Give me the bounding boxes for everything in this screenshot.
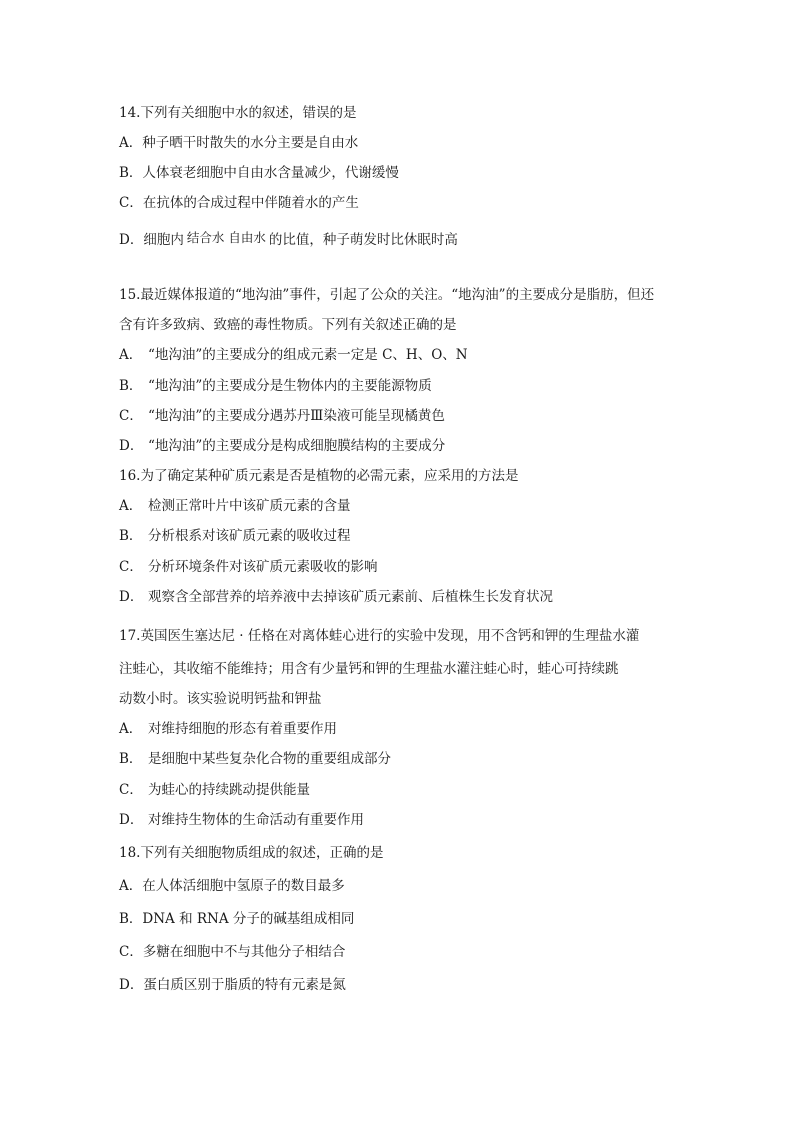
q17-option-a xyxy=(119,720,337,738)
option-label: D． xyxy=(119,812,144,828)
q18-stem: 18.下列有关细胞物质组成的叙述，正确的是 xyxy=(119,845,384,861)
q14-option-d-suffix: 的比值，种子萌发时比休眠时高 xyxy=(268,232,458,248)
option-text: 对维持细胞的形态有着重要作用 xyxy=(148,721,337,737)
option-label: C． xyxy=(119,559,143,575)
option-text: 分析环境条件对该矿质元素吸收的影响 xyxy=(148,559,378,575)
option-label: D． xyxy=(119,589,144,605)
option-text: 为蛙心的持续跳动提供能量 xyxy=(148,782,310,798)
option-label: B． xyxy=(119,751,143,767)
option-text: “地沟油”的主要成分的组成元素一定是 C、H、O、N xyxy=(148,347,468,363)
q17-option-c xyxy=(119,781,310,799)
option-text: 分析根系对该矿质元素的吸收过程 xyxy=(148,528,351,544)
q14-stem: 14.下列有关细胞中水的叙述，错误的是 xyxy=(119,105,357,121)
q18-option-c: C．多糖在细胞中不与其他分子相结合 xyxy=(119,944,346,960)
option-label: A． xyxy=(119,721,143,737)
q17-stem-line3: 动数小时。该实验说明钙盐和钾盐 xyxy=(119,691,322,707)
option-text: 观察含全部营养的培养液中去掉该矿质元素前、后植株生长发育状况 xyxy=(148,589,553,605)
q14-option-c: C．在抗体的合成过程中伴随着水的产生 xyxy=(119,195,359,211)
q14-option-d-prefix: D．细胞内 xyxy=(119,232,184,248)
fraction-denominator: 自由水 xyxy=(228,230,266,245)
option-text: “地沟油”的主要成分是构成细胞膜结构的主要成分 xyxy=(148,438,446,454)
q16-option-b xyxy=(119,527,351,545)
q18-option-d: D．蛋白质区别于脂质的特有元素是氮 xyxy=(119,977,346,993)
q14-option-a: A．种子晒干时散失的水分主要是自由水 xyxy=(119,135,359,151)
q15-option-d xyxy=(119,437,445,455)
q18-option-a: A．在人体活细胞中氢原子的数目最多 xyxy=(119,878,345,894)
q17-option-b xyxy=(119,750,391,768)
q15-option-b xyxy=(119,377,432,395)
q15-option-a xyxy=(119,346,468,364)
fraction-numerator: 结合水 xyxy=(186,230,225,245)
q15-stem-line1: 15.最近媒体报道的“地沟油”事件，引起了公众的关注。“地沟油”的主要成分是脂肪，但还 xyxy=(119,287,655,303)
option-label: A． xyxy=(119,347,143,363)
option-text: 是细胞中某些复杂化合物的重要组成部分 xyxy=(148,751,391,767)
option-text: 对维持生物体的生命活动有重要作用 xyxy=(148,812,364,828)
q14-option-b: B．人体衰老细胞中自由水含量减少，代谢缓慢 xyxy=(119,165,399,181)
option-text: 检测正常叶片中该矿质元素的含量 xyxy=(148,498,351,514)
option-label: C． xyxy=(119,408,143,424)
q14-option-d xyxy=(119,228,458,268)
q16-option-c xyxy=(119,558,378,576)
option-label: B． xyxy=(119,528,143,544)
q17-stem-line2: 注蛙心，其收缩不能维持；用含有少量钙和钾的生理盐水灌注蛙心时，蛙心可持续跳 xyxy=(119,661,619,677)
q16-option-d xyxy=(119,588,553,606)
water-ratio-fraction xyxy=(185,230,268,246)
option-label: B． xyxy=(119,378,143,394)
option-label: C． xyxy=(119,782,143,798)
option-text: “地沟油”的主要成分是生物体内的主要能源物质 xyxy=(148,378,432,394)
option-text: “地沟油”的主要成分遇苏丹Ⅲ染液可能呈现橘黄色 xyxy=(148,408,445,424)
q15-stem-line2: 含有许多致病、致癌的毒性物质。下列有关叙述正确的是 xyxy=(119,317,457,333)
option-label: D． xyxy=(119,438,144,454)
q17-option-d xyxy=(119,811,364,829)
q15-option-c xyxy=(119,407,445,425)
option-label: A． xyxy=(119,498,143,514)
q16-option-a xyxy=(119,497,351,515)
q18-option-b: B．DNA 和 RNA 分子的碱基组成相同 xyxy=(119,911,355,927)
q16-stem: 16.为了确定某种矿质元素是否是植物的必需元素，应采用的方法是 xyxy=(119,468,519,484)
q17-stem-line1: 17.英国医生塞达尼 · 任格在对离体蛙心进行的实验中发现，用不含钙和钾的生理盐水灌 xyxy=(119,628,640,644)
